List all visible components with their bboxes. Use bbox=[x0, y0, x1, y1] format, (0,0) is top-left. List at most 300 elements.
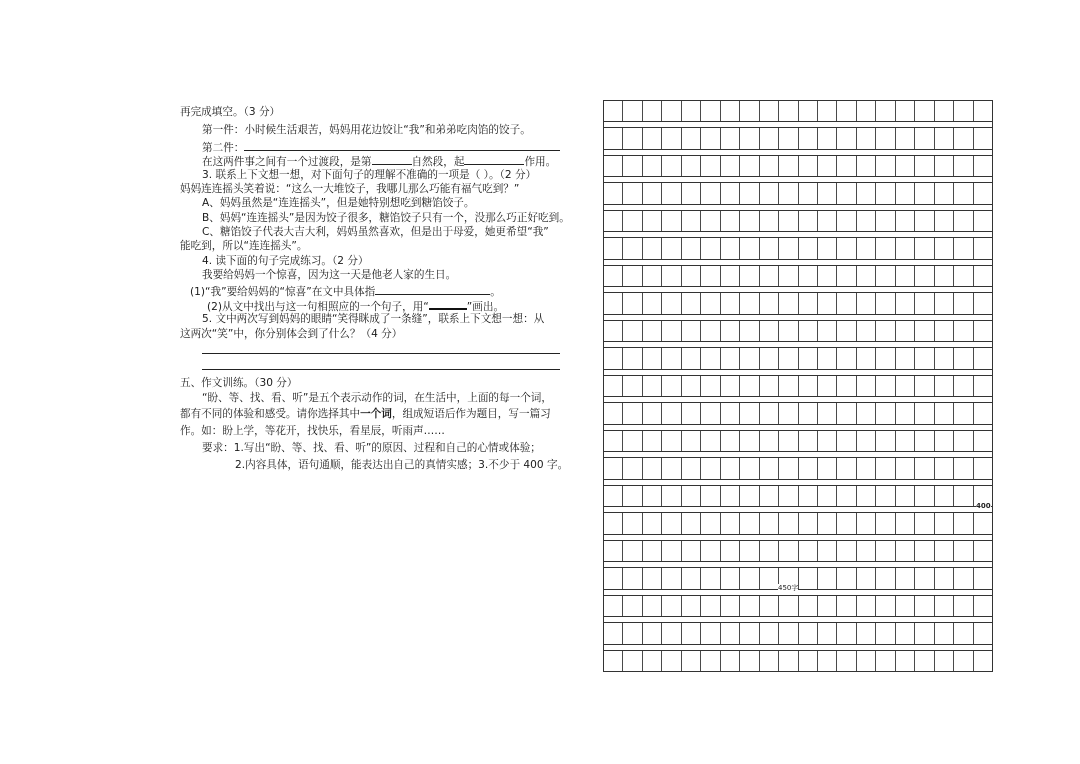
grid-cell bbox=[721, 266, 740, 286]
grid-cell bbox=[974, 596, 992, 616]
grid-row bbox=[604, 595, 992, 617]
grid-cell bbox=[662, 623, 681, 643]
grid-cell bbox=[604, 266, 623, 286]
grid-cell bbox=[896, 486, 915, 506]
grid-cell bbox=[623, 596, 642, 616]
grid-cell bbox=[721, 651, 740, 671]
grid-cell bbox=[662, 596, 681, 616]
grid-cell bbox=[818, 211, 837, 231]
grid-cell bbox=[857, 541, 876, 561]
grid-cell bbox=[623, 651, 642, 671]
grid-cell bbox=[837, 486, 856, 506]
grid-cell bbox=[974, 623, 992, 643]
grid-cell bbox=[954, 623, 973, 643]
grid-cell bbox=[701, 651, 720, 671]
grid-cell bbox=[837, 568, 856, 588]
answer-line bbox=[202, 353, 560, 354]
grid-cell bbox=[643, 293, 662, 313]
grid-cell bbox=[974, 348, 992, 368]
grid-cell bbox=[604, 376, 623, 396]
grid-cell bbox=[876, 321, 895, 341]
grid-cell bbox=[643, 156, 662, 176]
q3-option-a: A、妈妈虽然是“连连摇头”，但是她特别想吃到糖馅饺子。 bbox=[202, 197, 475, 209]
q4-stem: 4. 读下面的句子完成练习。（2 分） bbox=[202, 255, 369, 267]
grid-cell bbox=[818, 376, 837, 396]
grid-cell bbox=[974, 321, 992, 341]
grid-cell bbox=[643, 568, 662, 588]
grid-cell bbox=[779, 458, 798, 478]
composition-prompt-line1: “盼、等、找、看、听”是五个表示动作的词，在生活中，上面的每一个词， bbox=[202, 392, 552, 404]
grid-row bbox=[604, 127, 992, 149]
grid-cell bbox=[876, 183, 895, 203]
grid-cell bbox=[740, 513, 759, 533]
grid-cell bbox=[935, 183, 954, 203]
grid-row bbox=[604, 100, 992, 122]
grid-cell bbox=[682, 211, 701, 231]
grid-cell bbox=[623, 458, 642, 478]
grid-cell bbox=[721, 348, 740, 368]
grid-cell bbox=[915, 541, 934, 561]
grid-cell bbox=[896, 238, 915, 258]
grid-cell bbox=[760, 348, 779, 368]
grid-cell bbox=[779, 403, 798, 423]
grid-row bbox=[604, 265, 992, 287]
grid-cell bbox=[682, 376, 701, 396]
grid-cell bbox=[935, 513, 954, 533]
grid-cell bbox=[954, 431, 973, 451]
grid-cell bbox=[799, 403, 818, 423]
grid-cell bbox=[935, 596, 954, 616]
grid-cell bbox=[818, 403, 837, 423]
grid-cell bbox=[779, 156, 798, 176]
grid-cell bbox=[876, 238, 895, 258]
grid-cell bbox=[799, 293, 818, 313]
grid-cell bbox=[701, 266, 720, 286]
grid-cell bbox=[740, 431, 759, 451]
grid-cell bbox=[876, 293, 895, 313]
composition-prompt-line3: 作。如：盼上学，等花开，找快乐，看星辰，听雨声…… bbox=[180, 425, 445, 437]
grid-cell bbox=[915, 266, 934, 286]
grid-cell bbox=[837, 458, 856, 478]
grid-cell bbox=[682, 321, 701, 341]
grid-cell bbox=[701, 348, 720, 368]
grid-cell bbox=[779, 211, 798, 231]
grid-cell bbox=[954, 486, 973, 506]
grid-cell bbox=[876, 101, 895, 121]
grid-cell bbox=[662, 183, 681, 203]
grid-cell bbox=[896, 348, 915, 368]
grid-cell bbox=[662, 156, 681, 176]
grid-cell bbox=[682, 266, 701, 286]
grid-cell bbox=[818, 266, 837, 286]
grid-row bbox=[604, 485, 992, 507]
grid-cell bbox=[954, 101, 973, 121]
grid-cell bbox=[701, 128, 720, 148]
grid-cell bbox=[935, 348, 954, 368]
grid-cell bbox=[779, 183, 798, 203]
q2-transition-text: 在这两件事之间有一个过渡段，是第 bbox=[202, 156, 372, 168]
grid-cell bbox=[740, 458, 759, 478]
grid-cell bbox=[604, 513, 623, 533]
grid-cell bbox=[701, 321, 720, 341]
grid-cell bbox=[779, 348, 798, 368]
grid-cell bbox=[954, 376, 973, 396]
grid-cell bbox=[837, 238, 856, 258]
grid-row bbox=[604, 622, 992, 644]
grid-cell bbox=[935, 238, 954, 258]
grid-cell bbox=[779, 101, 798, 121]
grid-cell bbox=[682, 403, 701, 423]
grid-cell bbox=[954, 348, 973, 368]
grid-cell bbox=[818, 596, 837, 616]
grid-cell bbox=[857, 568, 876, 588]
grid-cell bbox=[604, 458, 623, 478]
grid-cell bbox=[701, 403, 720, 423]
grid-cell bbox=[682, 596, 701, 616]
grid-cell bbox=[818, 128, 837, 148]
grid-cell bbox=[857, 156, 876, 176]
grid-cell bbox=[721, 128, 740, 148]
grid-cell bbox=[799, 431, 818, 451]
grid-cell bbox=[818, 486, 837, 506]
grid-cell bbox=[760, 458, 779, 478]
grid-cell bbox=[760, 156, 779, 176]
grid-cell bbox=[974, 541, 992, 561]
grid-cell bbox=[643, 513, 662, 533]
grid-cell bbox=[682, 238, 701, 258]
underline-mark bbox=[429, 297, 467, 310]
grid-cell bbox=[837, 156, 856, 176]
grid-cell bbox=[623, 623, 642, 643]
grid-cell bbox=[662, 403, 681, 423]
grid-cell bbox=[857, 486, 876, 506]
grid-cell bbox=[779, 513, 798, 533]
grid-cell bbox=[857, 431, 876, 451]
grid-cell bbox=[721, 596, 740, 616]
grid-cell bbox=[896, 376, 915, 396]
grid-cell bbox=[701, 156, 720, 176]
grid-cell bbox=[643, 486, 662, 506]
grid-cell bbox=[701, 238, 720, 258]
grid-row bbox=[604, 347, 992, 369]
grid-row bbox=[604, 457, 992, 479]
grid-cell bbox=[837, 403, 856, 423]
grid-cell bbox=[857, 266, 876, 286]
grid-cell bbox=[701, 486, 720, 506]
grid-cell bbox=[837, 541, 856, 561]
grid-cell bbox=[740, 568, 759, 588]
grid-cell bbox=[896, 101, 915, 121]
answer-blank bbox=[372, 153, 412, 165]
grid-cell bbox=[604, 238, 623, 258]
grid-cell bbox=[643, 458, 662, 478]
grid-cell bbox=[779, 238, 798, 258]
grid-cell bbox=[760, 568, 779, 588]
grid-cell bbox=[623, 128, 642, 148]
grid-cell bbox=[682, 486, 701, 506]
grid-cell bbox=[799, 458, 818, 478]
q2-transition-text: 自然段，起 bbox=[411, 156, 465, 168]
grid-cell bbox=[915, 211, 934, 231]
grid-cell bbox=[915, 431, 934, 451]
grid-cell bbox=[740, 596, 759, 616]
grid-cell bbox=[740, 101, 759, 121]
grid-cell bbox=[662, 568, 681, 588]
grid-cell bbox=[935, 651, 954, 671]
q2-intro: 再完成填空。（3 分） bbox=[180, 106, 281, 118]
grid-cell bbox=[740, 651, 759, 671]
grid-cell bbox=[799, 101, 818, 121]
grid-cell bbox=[954, 156, 973, 176]
grid-cell bbox=[857, 403, 876, 423]
grid-cell bbox=[623, 513, 642, 533]
grid-cell bbox=[974, 431, 992, 451]
q2-second-event-label: 第二件： bbox=[202, 142, 245, 154]
grid-cell bbox=[662, 541, 681, 561]
grid-row bbox=[604, 320, 992, 342]
grid-cell bbox=[623, 266, 642, 286]
grid-cell bbox=[721, 541, 740, 561]
q5-line2: 这两次“笑”中，你分别体会到了什么？（4 分） bbox=[180, 328, 403, 340]
grid-cell bbox=[643, 541, 662, 561]
grid-cell bbox=[837, 431, 856, 451]
grid-cell bbox=[643, 431, 662, 451]
grid-cell bbox=[935, 376, 954, 396]
grid-cell bbox=[643, 183, 662, 203]
grid-cell bbox=[837, 321, 856, 341]
grid-cell bbox=[662, 458, 681, 478]
grid-cell bbox=[837, 596, 856, 616]
composition-requirement-1: 要求：1.写出“盼、等、找、看、听”的原因、过程和自己的心情或体验； bbox=[202, 442, 541, 454]
grid-cell bbox=[837, 376, 856, 396]
grid-cell bbox=[760, 293, 779, 313]
grid-cell bbox=[779, 128, 798, 148]
grid-cell bbox=[896, 568, 915, 588]
grid-cell bbox=[954, 403, 973, 423]
grid-cell bbox=[760, 101, 779, 121]
grid-cell bbox=[604, 183, 623, 203]
grid-cell bbox=[896, 431, 915, 451]
grid-cell bbox=[643, 651, 662, 671]
grid-cell bbox=[604, 293, 623, 313]
grid-cell bbox=[935, 486, 954, 506]
grid-cell bbox=[623, 568, 642, 588]
grid-cell bbox=[857, 513, 876, 533]
grid-cell bbox=[760, 238, 779, 258]
grid-cell bbox=[623, 293, 642, 313]
grid-cell bbox=[915, 568, 934, 588]
grid-cell bbox=[643, 403, 662, 423]
grid-cell bbox=[915, 293, 934, 313]
grid-cell bbox=[915, 376, 934, 396]
grid-cell bbox=[837, 623, 856, 643]
grid-cell bbox=[643, 321, 662, 341]
q3-option-b: B、妈妈“连连摇头”是因为饺子很多，糖馅饺子只有一个，没那么巧正好吃到。 bbox=[202, 212, 570, 224]
grid-cell bbox=[760, 651, 779, 671]
grid-cell bbox=[604, 623, 623, 643]
grid-cell bbox=[701, 541, 720, 561]
grid-cell bbox=[604, 156, 623, 176]
grid-cell bbox=[876, 156, 895, 176]
grid-cell bbox=[604, 128, 623, 148]
grid-cell bbox=[682, 183, 701, 203]
grid-cell bbox=[643, 238, 662, 258]
grid-cell bbox=[682, 156, 701, 176]
grid-row bbox=[604, 210, 992, 232]
grid-cell bbox=[662, 651, 681, 671]
grid-cell bbox=[935, 128, 954, 148]
grid-cell bbox=[740, 156, 759, 176]
grid-cell bbox=[701, 431, 720, 451]
grid-cell bbox=[857, 348, 876, 368]
grid-cell bbox=[935, 431, 954, 451]
grid-cell bbox=[974, 183, 992, 203]
grid-cell bbox=[623, 238, 642, 258]
grid-row bbox=[604, 155, 992, 177]
grid-cell bbox=[799, 211, 818, 231]
grid-cell bbox=[760, 431, 779, 451]
grid-row bbox=[604, 402, 992, 424]
grid-cell bbox=[740, 238, 759, 258]
grid-cell bbox=[623, 486, 642, 506]
grid-cell bbox=[974, 293, 992, 313]
grid-cell bbox=[954, 128, 973, 148]
grid-cell bbox=[818, 293, 837, 313]
grid-cell bbox=[935, 458, 954, 478]
q4-sub2-text: ”画出。 bbox=[466, 301, 505, 313]
grid-cell bbox=[682, 101, 701, 121]
answer-blank bbox=[375, 283, 490, 295]
grid-cell bbox=[954, 321, 973, 341]
grid-cell bbox=[857, 183, 876, 203]
grid-cell bbox=[837, 293, 856, 313]
grid-cell bbox=[954, 238, 973, 258]
grid-cell bbox=[974, 568, 992, 588]
grid-cell bbox=[701, 101, 720, 121]
grid-cell bbox=[779, 596, 798, 616]
grid-cell bbox=[935, 211, 954, 231]
grid-cell bbox=[760, 266, 779, 286]
grid-cell bbox=[896, 651, 915, 671]
grid-cell bbox=[954, 568, 973, 588]
q4-sub1-text: 。 bbox=[490, 286, 501, 298]
grid-cell bbox=[662, 376, 681, 396]
grid-cell bbox=[799, 238, 818, 258]
grid-cell bbox=[857, 211, 876, 231]
grid-cell bbox=[857, 238, 876, 258]
grid-row bbox=[604, 512, 992, 534]
grid-cell bbox=[876, 513, 895, 533]
grid-cell bbox=[876, 431, 895, 451]
grid-cell bbox=[721, 376, 740, 396]
grid-cell bbox=[740, 293, 759, 313]
grid-row bbox=[604, 237, 992, 259]
grid-cell bbox=[799, 651, 818, 671]
grid-cell bbox=[604, 596, 623, 616]
q4-sub2-text: (2)从文中找出与这一句相照应的一个句子，用“ bbox=[207, 301, 429, 313]
grid-cell bbox=[740, 403, 759, 423]
grid-cell bbox=[799, 266, 818, 286]
grid-cell bbox=[779, 541, 798, 561]
grid-cell bbox=[643, 211, 662, 231]
grid-cell bbox=[721, 101, 740, 121]
grid-cell bbox=[643, 348, 662, 368]
grid-cell bbox=[662, 293, 681, 313]
grid-cell bbox=[643, 376, 662, 396]
grid-cell bbox=[837, 101, 856, 121]
grid-cell bbox=[799, 156, 818, 176]
grid-cell bbox=[721, 568, 740, 588]
grid-cell bbox=[915, 458, 934, 478]
word-count-marker-450: 450字 bbox=[778, 584, 799, 592]
grid-cell bbox=[779, 293, 798, 313]
composition-requirement-2: 2.内容具体，语句通顺，能表达出自己的真情实感；3.不少于 400 字。 bbox=[235, 459, 569, 471]
grid-row bbox=[604, 650, 992, 672]
grid-cell bbox=[896, 211, 915, 231]
grid-cell bbox=[701, 183, 720, 203]
grid-cell bbox=[721, 403, 740, 423]
grid-cell bbox=[721, 238, 740, 258]
grid-cell bbox=[818, 101, 837, 121]
grid-cell bbox=[701, 211, 720, 231]
answer-blank bbox=[244, 139, 560, 151]
grid-cell bbox=[915, 321, 934, 341]
grid-cell bbox=[662, 513, 681, 533]
grid-cell bbox=[740, 211, 759, 231]
answer-line bbox=[202, 369, 560, 370]
grid-cell bbox=[604, 568, 623, 588]
q3-option-c: C、糖馅饺子代表大吉大利，妈妈虽然喜欢，但是出于母爱，她更希望“我” bbox=[202, 226, 549, 238]
grid-cell bbox=[896, 513, 915, 533]
grid-cell bbox=[662, 238, 681, 258]
grid-cell bbox=[623, 211, 642, 231]
grid-cell bbox=[604, 348, 623, 368]
q3-option-c-continued: 能吃到，所以“连连摇头”。 bbox=[180, 240, 308, 252]
grid-cell bbox=[915, 183, 934, 203]
grid-cell bbox=[604, 486, 623, 506]
grid-cell bbox=[915, 403, 934, 423]
composition-prompt-emphasis: 一个词 bbox=[360, 408, 392, 420]
grid-cell bbox=[701, 513, 720, 533]
grid-cell bbox=[876, 486, 895, 506]
grid-cell bbox=[935, 321, 954, 341]
grid-cell bbox=[721, 458, 740, 478]
grid-cell bbox=[604, 321, 623, 341]
grid-cell bbox=[721, 431, 740, 451]
grid-cell bbox=[799, 541, 818, 561]
grid-cell bbox=[721, 293, 740, 313]
grid-cell bbox=[662, 101, 681, 121]
grid-cell bbox=[721, 321, 740, 341]
grid-cell bbox=[662, 431, 681, 451]
grid-cell bbox=[954, 596, 973, 616]
grid-cell bbox=[935, 266, 954, 286]
grid-cell bbox=[876, 458, 895, 478]
grid-cell bbox=[799, 513, 818, 533]
grid-cell bbox=[857, 376, 876, 396]
grid-cell bbox=[682, 348, 701, 368]
grid-cell bbox=[760, 128, 779, 148]
grid-cell bbox=[799, 183, 818, 203]
grid-cell bbox=[837, 266, 856, 286]
grid-cell bbox=[799, 128, 818, 148]
grid-cell bbox=[876, 541, 895, 561]
grid-cell bbox=[876, 568, 895, 588]
grid-cell bbox=[662, 486, 681, 506]
grid-cell bbox=[604, 651, 623, 671]
q4-sub1-text: (1)“我”要给妈妈的“惊喜”在文中具体指 bbox=[190, 286, 376, 298]
grid-cell bbox=[857, 321, 876, 341]
